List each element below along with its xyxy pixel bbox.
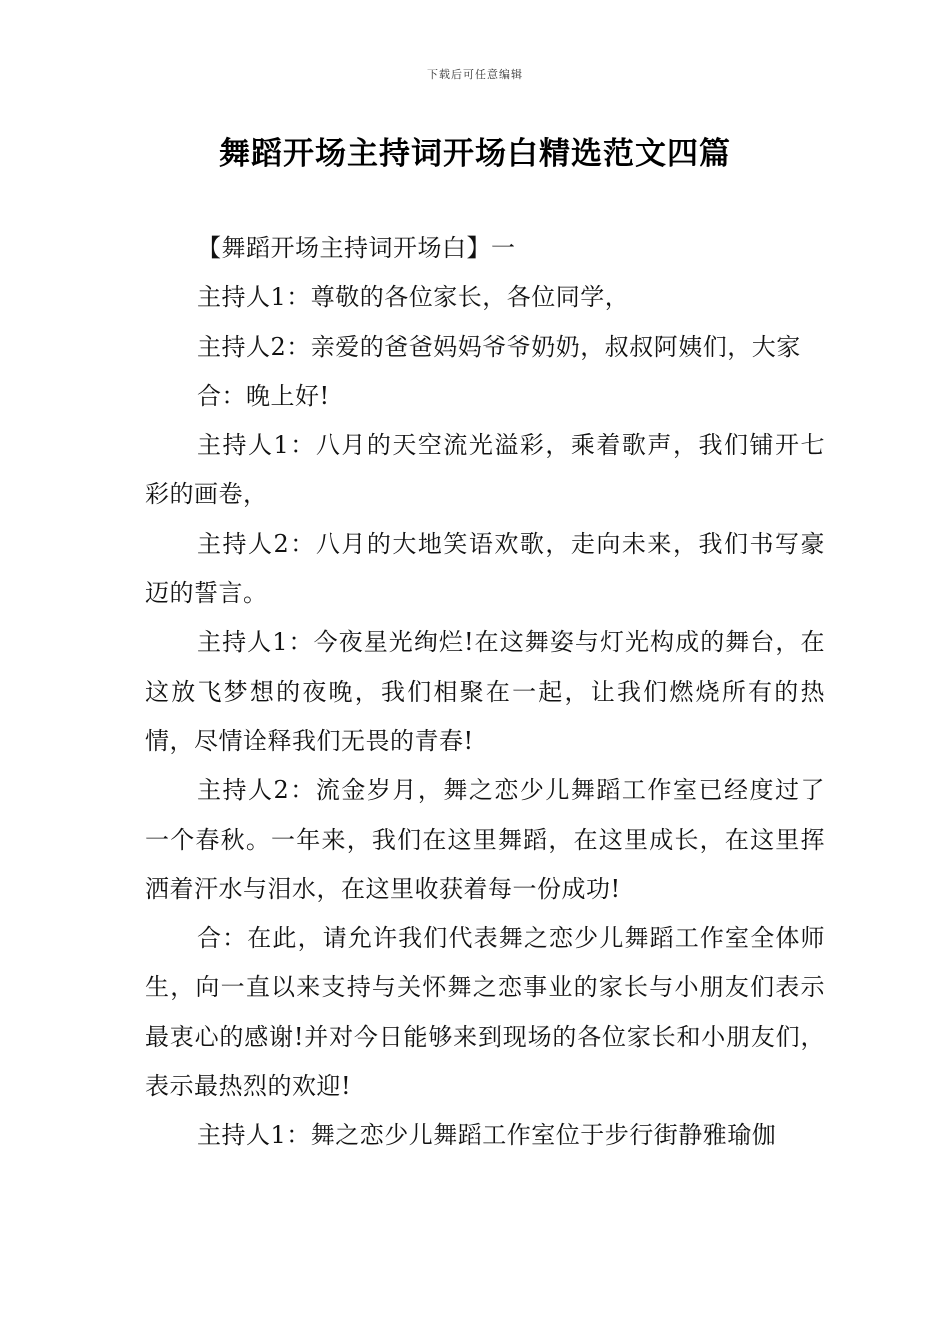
paragraph: 主持人2：流金岁月，舞之恋少儿舞蹈工作室已经度过了一个春秋。一年来，我们在这里舞蹈，在这里成长，在这里挥洒着汗水与泪水，在这里收获着每一份成功! [145, 776, 825, 903]
paragraph: 主持人1：今夜星光绚烂!在这舞姿与灯光构成的舞台，在这放飞梦想的夜晚，我们相聚在一起，让我们燃烧所有的热情，尽情诠释我们无畏的青春! [145, 628, 825, 755]
page-title: 舞蹈开场主持词开场白精选范文四篇 [219, 136, 731, 172]
document-body [145, 224, 825, 1161]
paragraph: 主持人1：八月的天空流光溢彩，乘着歌声，我们铺开七彩的画卷， [145, 431, 825, 509]
paragraph-section-heading: 【舞蹈开场主持词开场白】一 [197, 234, 516, 262]
header-note: 下载后可任意编辑 [427, 68, 523, 81]
paragraph: 主持人1：舞之恋少儿舞蹈工作室位于步行街静雅瑜伽 [197, 1121, 777, 1150]
paragraph: 主持人2：八月的大地笑语欢歌，走向未来，我们书写豪迈的誓言。 [145, 529, 825, 608]
paragraph: 合：在此，请允许我们代表舞之恋少儿舞蹈工作室全体师生，向一直以来支持与关怀舞之恋事业的家长与小朋友们表示最衷心的感谢!并对今日能够来到现场的各位家长和小朋友们，表示最热烈的欢迎! [145, 924, 825, 1101]
paragraph: 合：晚上好! [197, 381, 330, 410]
paragraph: 主持人1：尊敬的各位家长，各位同学， [197, 283, 630, 312]
paragraph: 主持人2：亲爱的爸爸妈妈爷爷奶奶，叔叔阿姨们，大家 [197, 332, 801, 361]
